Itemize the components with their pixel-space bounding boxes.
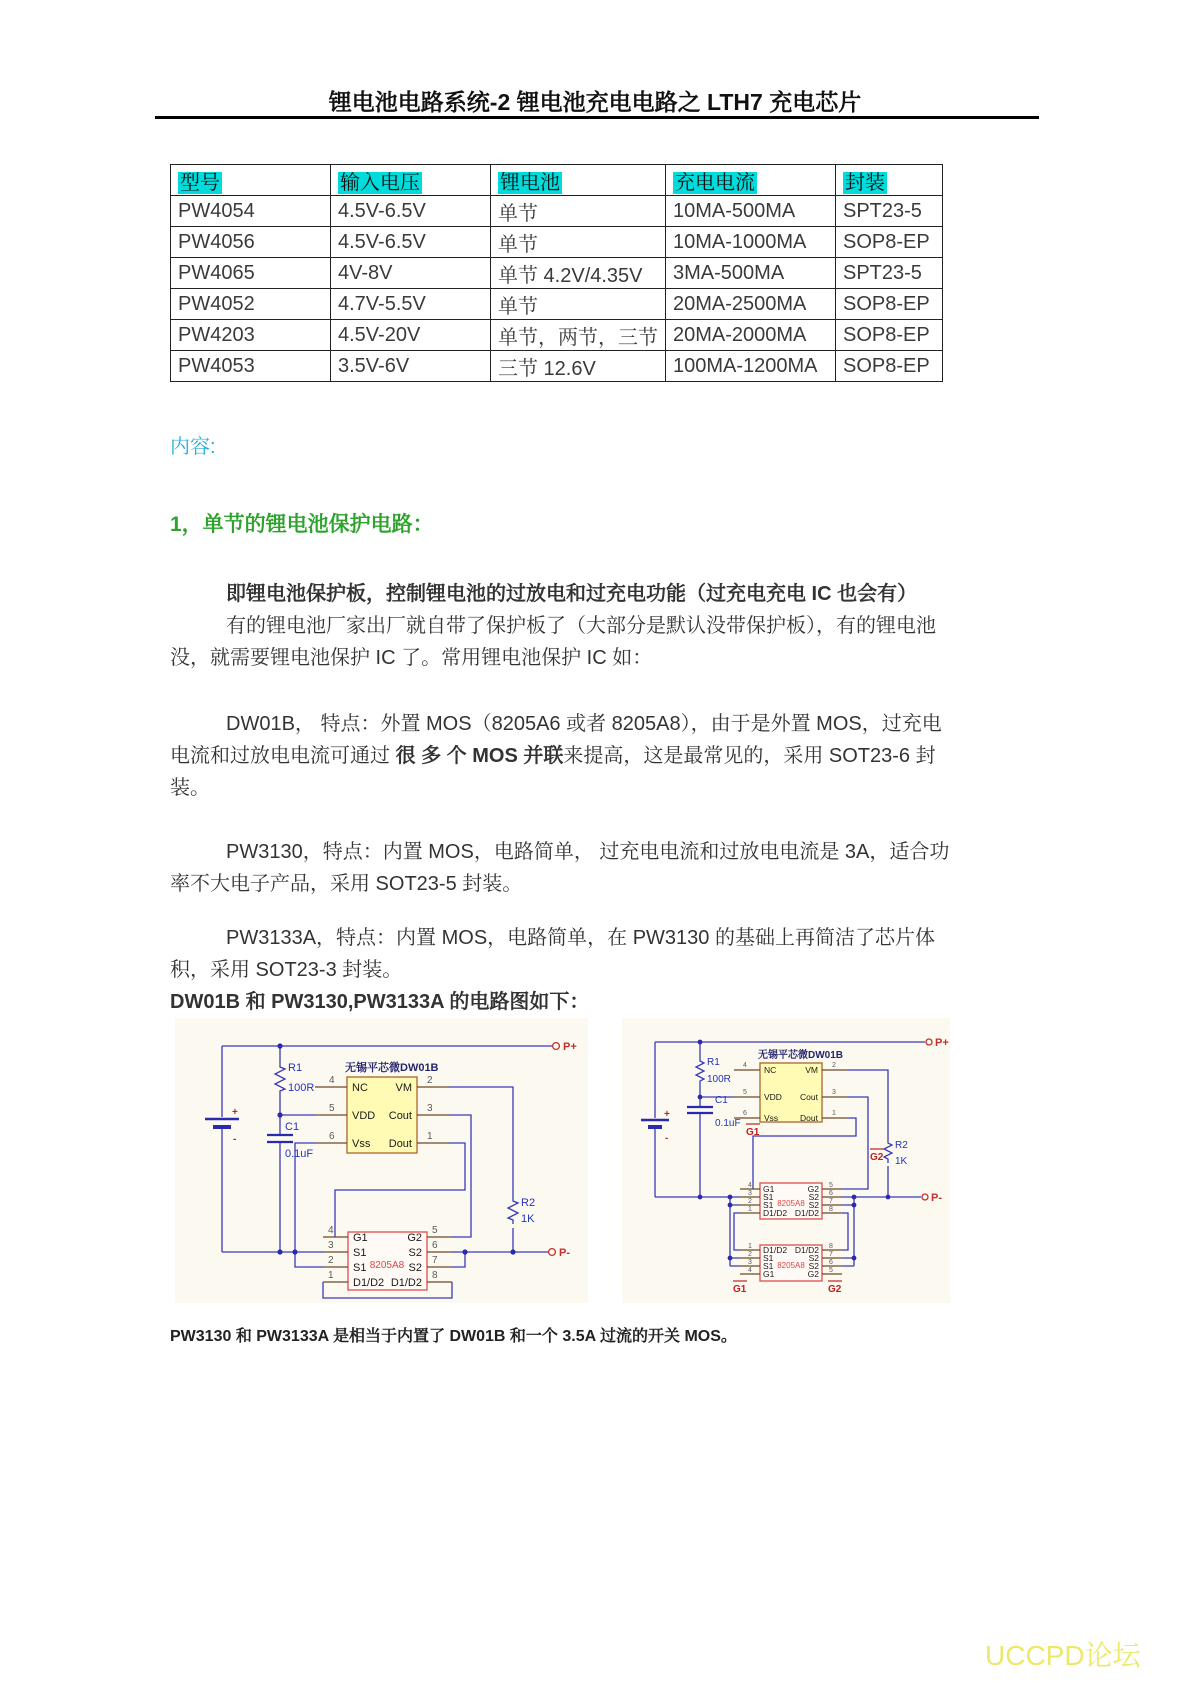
pin-number: 6 — [743, 1110, 747, 1117]
pin-name: D1/D2 — [794, 1208, 819, 1218]
pin-name: VM — [805, 1065, 818, 1075]
cell-input-voltage: 4V-8V — [331, 258, 491, 289]
pin-number: 4 — [328, 1225, 334, 1236]
pin-number: 6 — [329, 1131, 335, 1142]
schematic-dw01b-dual-mos — [622, 1018, 950, 1303]
pin-number: 1 — [748, 1206, 752, 1213]
pin-number: 3 — [748, 1190, 752, 1197]
pin-name: VM — [395, 1082, 412, 1094]
cell-charge-current: 10MA-1000MA — [666, 227, 836, 258]
header-highlight: 型号 — [180, 171, 220, 194]
net-label-g2 — [870, 1149, 884, 1163]
circuits-intro-line: DW01B 和 PW3130,PW3133A 的电路图如下： — [170, 991, 590, 1013]
pin-name: G2 — [407, 1232, 422, 1244]
schematic-dw01b-single-mos — [175, 1018, 588, 1303]
cell-battery: 单节 — [491, 196, 666, 227]
c1-designator: C1 — [285, 1121, 300, 1133]
cell-input-voltage: 4.5V-6.5V — [331, 227, 491, 258]
pin-name: S2 — [808, 1192, 819, 1202]
pin-name: S2 — [408, 1247, 422, 1259]
cell-model: PW4052 — [171, 289, 331, 320]
table-header-row — [171, 165, 943, 196]
cell-model: PW4056 — [171, 227, 331, 258]
svg-text:G1: G1 — [733, 1284, 747, 1295]
svg-text:G2: G2 — [828, 1284, 842, 1295]
pin-name: VDD — [764, 1092, 782, 1102]
r2-value: 1K — [521, 1213, 535, 1225]
mos-name: 8205A8 — [777, 1199, 805, 1208]
cell-package: SOP8-EP — [836, 289, 943, 320]
pin-name: G2 — [807, 1269, 819, 1279]
header-highlight: 封装 — [845, 171, 885, 194]
mos-name: 8205A8 — [369, 1260, 405, 1271]
pin-number: 1 — [832, 1110, 836, 1117]
battery-plus-sign: + — [232, 1107, 238, 1118]
pin-number: 8 — [829, 1206, 833, 1213]
header-cell — [331, 165, 491, 196]
c1-value: 0.1uF — [285, 1148, 314, 1160]
chip-title: 无锡平芯微DW01B — [758, 1050, 844, 1061]
r2-designator: R2 — [521, 1197, 536, 1209]
header-cell — [491, 165, 666, 196]
cell-model: PW4203 — [171, 320, 331, 351]
cell-battery: 单节 — [491, 227, 666, 258]
pin-number: 5 — [829, 1267, 833, 1274]
net-label-g1-bottom — [733, 1281, 747, 1295]
r1-value: 100R — [288, 1082, 315, 1094]
net-label-g1 — [746, 1124, 760, 1138]
lead-paragraph — [170, 578, 956, 674]
p-plus-label: P+ — [563, 1041, 577, 1053]
pin-name: G1 — [763, 1184, 775, 1194]
cell-charge-current: 20MA-2500MA — [666, 289, 836, 320]
pin-number: 7 — [432, 1255, 438, 1266]
cell-battery: 单节 4.2V/4.35V — [491, 258, 666, 289]
pin-name: Cout — [800, 1092, 818, 1102]
table-row — [171, 289, 943, 320]
spec-table — [170, 164, 943, 382]
pin-number: 3 — [328, 1240, 334, 1251]
cell-charge-current: 10MA-500MA — [666, 196, 836, 227]
watermark: UCCPD论坛 — [985, 1640, 1141, 1671]
cell-input-voltage: 4.5V-20V — [331, 320, 491, 351]
cell-battery: 三节 12.6V — [491, 351, 666, 382]
pin-name: D1/D2 — [390, 1277, 422, 1289]
pin-name: Vss — [352, 1138, 371, 1150]
pin-number: 2 — [328, 1255, 334, 1266]
pin-number: 2 — [748, 1251, 752, 1258]
pin-name: D1/D2 — [794, 1245, 819, 1255]
pin-name: Cout — [388, 1110, 412, 1122]
pin-number: 1 — [748, 1243, 752, 1250]
pin-number: 6 — [829, 1190, 833, 1197]
pin-number: 4 — [748, 1182, 752, 1189]
svg-text:G1: G1 — [746, 1127, 760, 1138]
header-highlight: 充电电流 — [675, 171, 755, 194]
chip-title: 无锡平芯微DW01B — [345, 1062, 439, 1074]
mos-name: 8205A8 — [777, 1261, 805, 1270]
table-row — [171, 196, 943, 227]
p-minus-label: P- — [931, 1192, 942, 1204]
pin-name: S2 — [808, 1200, 819, 1210]
pin-number: 7 — [829, 1251, 833, 1258]
pin-name: D1/D2 — [763, 1245, 788, 1255]
cell-model: PW4053 — [171, 351, 331, 382]
pin-number: 8 — [432, 1270, 438, 1281]
pin-name: D1/D2 — [763, 1208, 788, 1218]
cell-charge-current: 100MA-1200MA — [666, 351, 836, 382]
pin-name: NC — [352, 1082, 368, 1094]
pin-number: 3 — [832, 1089, 836, 1096]
cell-package: SOP8-EP — [836, 351, 943, 382]
pin-name: G1 — [353, 1232, 368, 1244]
header-cell — [666, 165, 836, 196]
cell-model: PW4054 — [171, 196, 331, 227]
dw01b-text-pre: DW01B， 特点：外置 MOS（8205A6 或者 8205A8），由于是外置 MOS，过充电电流和过放电电流可通过 — [170, 713, 942, 767]
cell-battery: 单节，两节，三节 — [491, 320, 666, 351]
cell-package: SOP8-EP — [836, 227, 943, 258]
battery-minus-sign: - — [233, 1134, 237, 1145]
battery-minus-sign: - — [665, 1133, 669, 1144]
r1-value: 100R — [707, 1074, 731, 1085]
pin-number: 3 — [427, 1103, 433, 1114]
pin-number: 4 — [329, 1075, 335, 1086]
r1-designator: R1 — [288, 1062, 303, 1074]
intro-paragraph: 有的锂电池厂家出厂就自带了保护板了（大部分是默认没带保护板），有的锂电池没，就需要锂电池保护 IC 了。常用锂电池保护 IC 如： — [170, 615, 936, 669]
table-row — [171, 258, 943, 289]
pin-name: NC — [764, 1065, 777, 1075]
pin-number: 8 — [829, 1243, 833, 1250]
pin-number: 5 — [329, 1103, 335, 1114]
pin-name: S1 — [763, 1253, 774, 1263]
c1-value: 0.1uF — [715, 1118, 741, 1129]
r2-value: 1K — [895, 1156, 908, 1167]
pin-name: VDD — [352, 1110, 376, 1122]
p-plus-label: P+ — [935, 1037, 949, 1049]
pin-number: 4 — [748, 1267, 752, 1274]
pin-name: S2 — [408, 1262, 422, 1274]
cell-package: SPT23-5 — [836, 196, 943, 227]
r1-designator: R1 — [707, 1057, 720, 1068]
cell-package: SOP8-EP — [836, 320, 943, 351]
pin-name: S1 — [763, 1200, 774, 1210]
cell-input-voltage: 4.7V-5.5V — [331, 289, 491, 320]
cell-battery: 单节 — [491, 289, 666, 320]
pin-number: 1 — [427, 1131, 433, 1142]
dw01b-text-bold: 很 多 个 MOS 并联 — [395, 745, 564, 767]
cell-charge-current: 3MA-500MA — [666, 258, 836, 289]
pin-number: 6 — [829, 1259, 833, 1266]
pin-name: G1 — [763, 1269, 775, 1279]
pin-number: 1 — [328, 1270, 334, 1281]
pin-name: S1 — [763, 1192, 774, 1202]
r2-designator: R2 — [895, 1140, 908, 1151]
pin-name: S1 — [763, 1261, 774, 1271]
content-label: 内容: — [170, 436, 216, 458]
pin-name: Dout — [388, 1138, 412, 1150]
c1-designator: C1 — [715, 1095, 728, 1106]
dw01b-text-post: 来提高，这是最常见的，采用 SOT23-6 封装。 — [170, 745, 936, 799]
table-row — [171, 320, 943, 351]
pin-number: 5 — [829, 1182, 833, 1189]
pin-number: 4 — [743, 1062, 747, 1069]
pw3133a-paragraph: PW3133A，特点：内置 MOS，电路简单，在 PW3130 的基础上再简洁了芯片体积，采用 SOT23-3 封装。 — [170, 927, 935, 981]
pin-number: 2 — [427, 1075, 433, 1086]
p-minus-label: P- — [559, 1247, 570, 1259]
pin-number: 3 — [748, 1259, 752, 1266]
table-row — [171, 227, 943, 258]
pin-number: 2 — [748, 1198, 752, 1205]
header-highlight: 锂电池 — [500, 171, 560, 194]
pin-number: 2 — [832, 1062, 836, 1069]
dw01b-paragraph — [170, 708, 956, 804]
header-cell — [836, 165, 943, 196]
pin-number: 5 — [743, 1089, 747, 1096]
pin-name: S1 — [353, 1262, 367, 1274]
pin-name: G2 — [807, 1184, 819, 1194]
cell-input-voltage: 4.5V-6.5V — [331, 196, 491, 227]
cell-package: SPT23-5 — [836, 258, 943, 289]
header-highlight: 输入电压 — [340, 171, 420, 194]
pin-name: S2 — [808, 1253, 819, 1263]
net-label-g2-bottom — [828, 1281, 842, 1295]
page-title: 锂电池电路系统-2 锂电池充电电路之 LTH7 充电芯片 — [328, 89, 862, 115]
pin-name: Dout — [800, 1113, 818, 1123]
pin-name: S2 — [808, 1261, 819, 1271]
cell-charge-current: 20MA-2000MA — [666, 320, 836, 351]
pin-number: 5 — [432, 1225, 438, 1236]
title-divider — [155, 116, 1039, 119]
pin-number: 7 — [829, 1198, 833, 1205]
svg-text:G2: G2 — [870, 1152, 884, 1163]
lead-bold-line: 即锂电池保护板，控制锂电池的过放电和过充电功能（过充电充电 IC 也会有） — [226, 583, 918, 605]
pin-name: D1/D2 — [353, 1277, 385, 1289]
pin-name: Vss — [764, 1113, 779, 1123]
pin-name: S1 — [353, 1247, 367, 1259]
header-cell — [171, 165, 331, 196]
pin-number: 6 — [432, 1240, 438, 1251]
cell-input-voltage: 3.5V-6V — [331, 351, 491, 382]
battery-plus-sign: + — [664, 1109, 670, 1120]
pw3130-paragraph: PW3130，特点：内置 MOS，电路简单， 过充电电流和过放电电流是 3A，适合功率不大电子产品，采用 SOT23-5 封装。 — [170, 841, 950, 895]
table-row — [171, 351, 943, 382]
figure-caption: PW3130 和 PW3133A 是相当于内置了 DW01B 和一个 3.5A 过流的开关 MOS。 — [170, 1328, 737, 1345]
section-heading: 1，单节的锂电池保护电路： — [170, 513, 434, 536]
cell-model: PW4065 — [171, 258, 331, 289]
